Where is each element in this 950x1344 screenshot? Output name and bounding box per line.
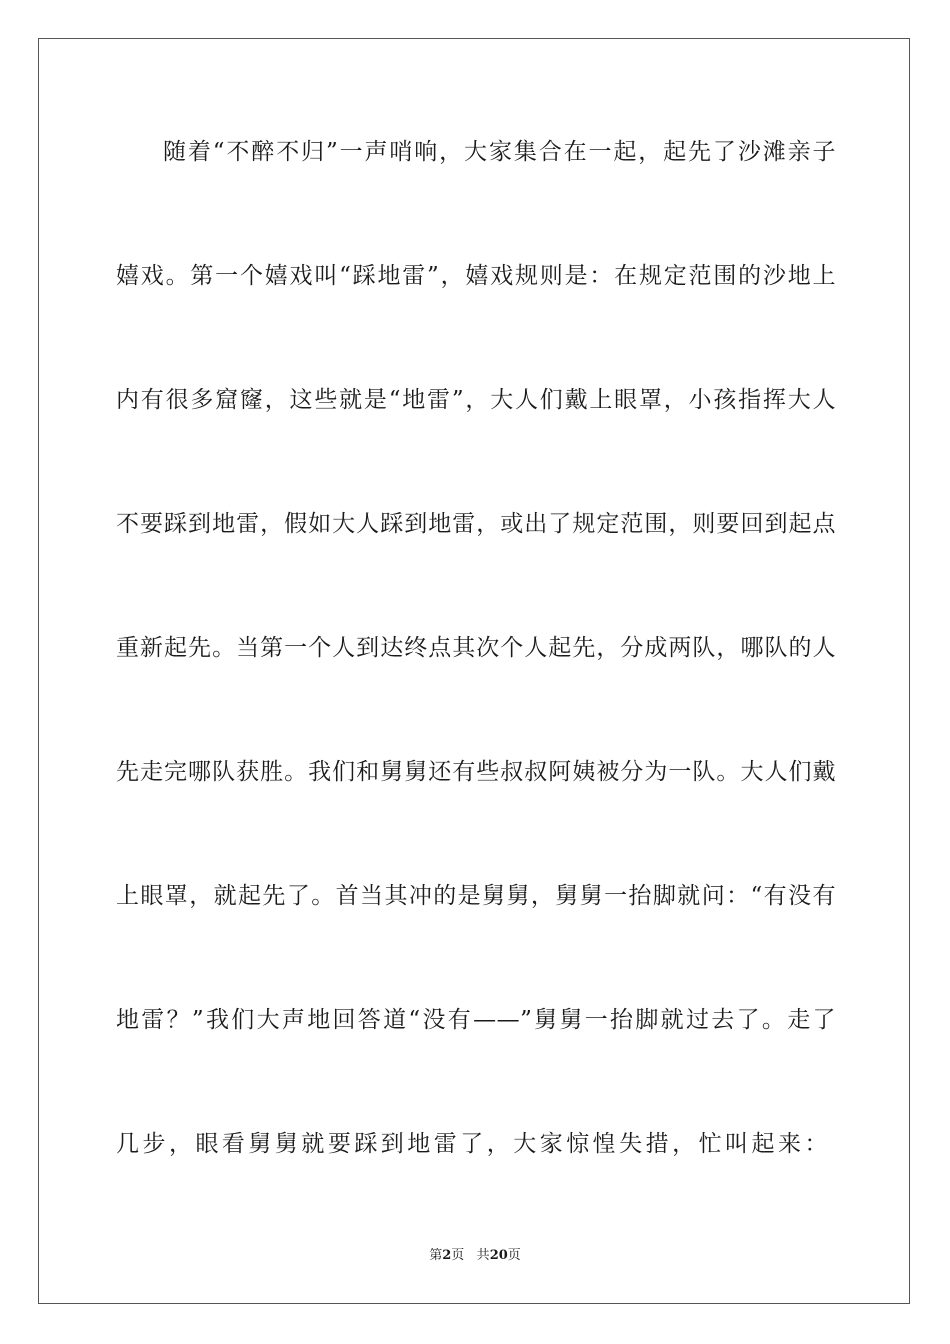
paragraph-line-7: 上眼罩，就起先了。首当其冲的是舅舅，舅舅一抬脚就问：“有没有 — [116, 883, 836, 909]
page-suffix: 页 — [451, 1248, 465, 1263]
paragraph-line-1: 随着“不醉不归”一声哨响，大家集合在一起，起先了沙滩亲子 — [163, 139, 836, 165]
total-pages: 20 — [489, 1248, 508, 1263]
paragraph-line-8: 地雷？”我们大声地回答道“没有——”舅舅一抬脚就过去了。走了 — [116, 1007, 836, 1033]
paragraph-line-5: 重新起先。当第一个人到达终点其次个人起先，分成两队，哪队的人 — [116, 635, 836, 661]
paragraph-line-9: 几步，眼看舅舅就要踩到地雷了，大家惊惶失措，忙叫起来： — [116, 1131, 828, 1157]
page-footer — [0, 1247, 950, 1265]
page-number: 2 — [442, 1248, 452, 1263]
paragraph-line-4: 不要踩到地雷，假如大人踩到地雷，或出了规定范围，则要回到起点 — [116, 511, 836, 537]
total-prefix: 共 — [476, 1248, 490, 1263]
page-border — [38, 38, 910, 1304]
total-suffix: 页 — [507, 1248, 521, 1263]
page-prefix: 第 — [429, 1248, 443, 1263]
paragraph-line-6: 先走完哪队获胜。我们和舅舅还有些叔叔阿姨被分为一队。大人们戴 — [116, 759, 836, 785]
paragraph-line-2: 嬉戏。第一个嬉戏叫“踩地雷”，嬉戏规则是：在规定范围的沙地上 — [116, 263, 836, 289]
paragraph-line-3: 内有很多窟窿，这些就是“地雷”，大人们戴上眼罩，小孩指挥大人 — [116, 387, 836, 413]
